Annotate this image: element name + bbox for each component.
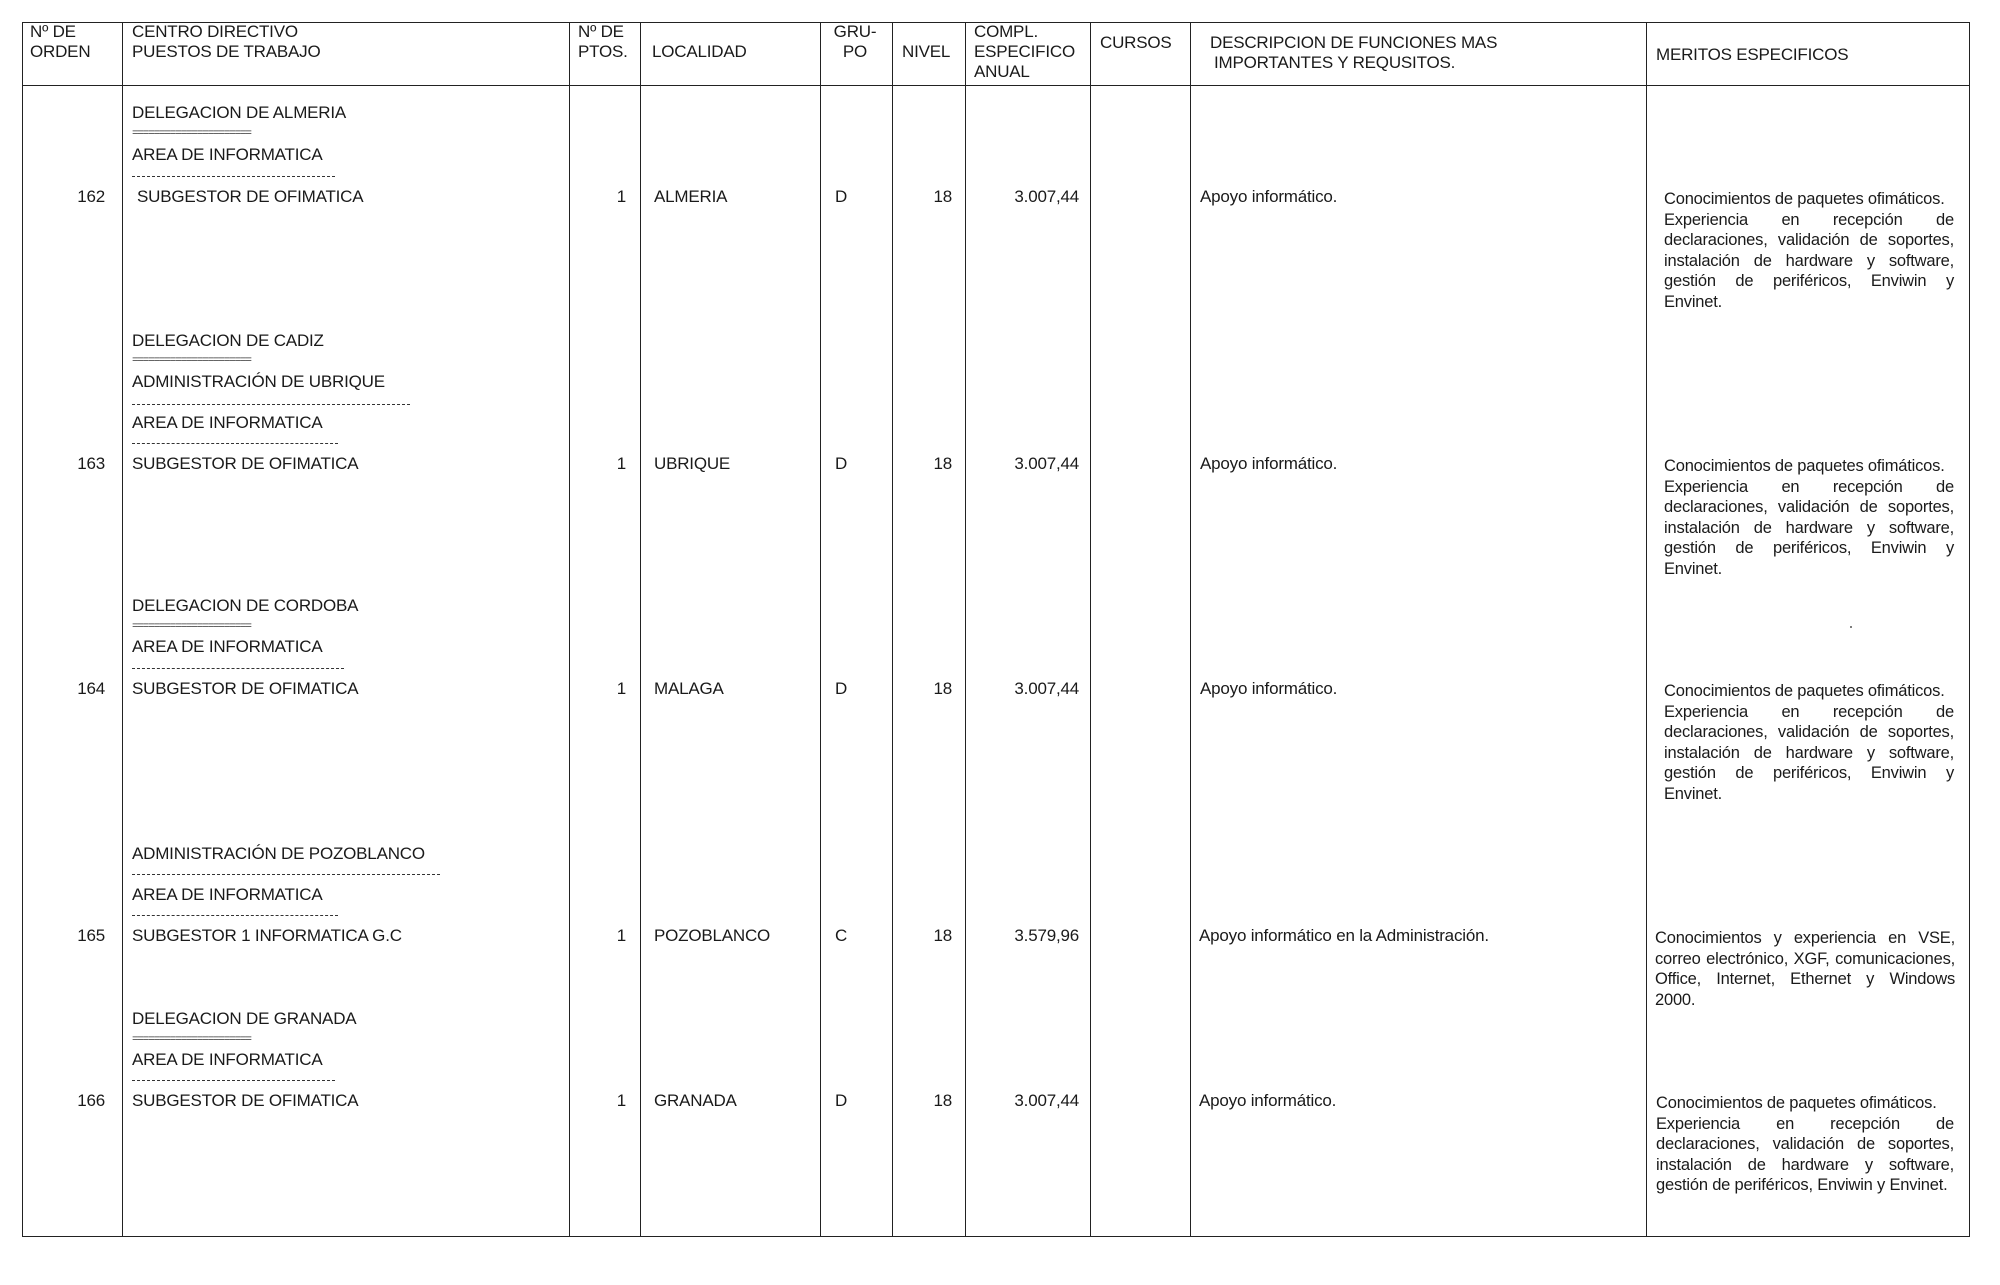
header-cursos: CURSOS [1100,33,1172,52]
localidad: UBRIQUE [654,454,731,473]
localidad: ALMERIA [654,187,728,206]
double-separator: ====================== [132,129,251,139]
ptos-count: 1 [616,926,626,945]
grupo: D [835,1091,848,1110]
meritos: Conocimientos y experiencia en VSE, correo electrónico, XGF, comunicaciones, Office, Internet, Ethernet y Windows 2000. [1655,929,1955,1009]
ptos-count: 1 [616,454,626,473]
header-nivel: NIVEL [902,42,951,61]
header-descripcion: DESCRIPCION DE FUNCIONES MAS IMPORTANTES Y REQUSITOS. [1210,33,1498,72]
section-heading: AREA DE INFORMATICA [132,885,323,904]
header-meritos: MERITOS ESPECIFICOS [1656,45,1849,64]
meritos: Conocimientos de paquetes ofimáticos. Experiencia en recepción de declaraciones, validación de soportes, instalación de hardware y software, gestión de periféricos, Enviwin y Envinet. [1664,190,1954,311]
nivel: 18 [933,1091,952,1110]
nivel: 18 [933,187,952,206]
compl-especifico: 3.007,44 [1014,679,1079,698]
compl-especifico: 3.007,44 [1014,1091,1079,1110]
section-heading: DELEGACION DE CORDOBA [132,596,359,615]
header-centro-directivo: CENTRO DIRECTIVO PUESTOS DE TRABAJO [132,22,321,61]
orden-number: 163 [77,454,105,473]
nivel: 18 [933,454,952,473]
descripcion: Apoyo informático. [1200,454,1338,473]
column-divider [892,22,893,1237]
nivel: 18 [933,926,952,945]
compl-especifico: 3.007,44 [1014,187,1079,206]
orden-number: 165 [77,926,105,945]
section-heading: DELEGACION DE GRANADA [132,1009,357,1028]
section-heading: AREA DE INFORMATICA [132,637,323,656]
column-divider [1646,22,1647,1237]
single-separator [132,874,440,875]
single-separator [132,1080,335,1081]
section-heading: DELEGACION DE CADIZ [132,331,324,350]
column-divider [820,22,821,1237]
puesto-title: SUBGESTOR DE OFIMATICA [132,454,359,473]
compl-especifico: 3.579,96 [1014,926,1079,945]
descripcion: Apoyo informático. [1200,679,1338,698]
header-ptos: Nº DE PTOS. [578,22,628,61]
column-divider [122,22,123,1237]
grupo: D [835,679,848,698]
column-divider [965,22,966,1237]
orden-number: 164 [77,679,105,698]
column-divider [1190,22,1191,1237]
column-divider [1090,22,1091,1237]
double-separator: ====================== [132,1035,251,1045]
header-grupo: GRU- PO [833,22,877,61]
ptos-count: 1 [616,679,626,698]
section-heading: AREA DE INFORMATICA [132,413,323,432]
puesto-title: SUBGESTOR DE OFIMATICA [137,187,364,206]
section-heading: DELEGACION DE ALMERIA [132,103,347,122]
meritos: Conocimientos de paquetes ofimáticos. Experiencia en recepción de declaraciones, validación de soportes, instalación de hardware y software, gestión de periféricos, Enviwin y Envinet. [1664,682,1954,803]
descripcion: Apoyo informático en la Administración. [1199,926,1489,945]
compl-especifico: 3.007,44 [1014,454,1079,473]
orden-number: 166 [77,1091,105,1110]
section-heading: ADMINISTRACIÓN DE POZOBLANCO [132,844,425,863]
grupo: D [835,187,848,206]
meritos: Conocimientos de paquetes ofimáticos. Experiencia en recepción de declaraciones, validación de soportes, instalación de hardware y software, gestión de periféricos, Enviwin y Envinet. [1656,1094,1954,1194]
single-separator [132,176,335,177]
puesto-title: SUBGESTOR DE OFIMATICA [132,679,359,698]
puesto-title: SUBGESTOR DE OFIMATICA [132,1091,359,1110]
scan-speck [1850,626,1852,628]
orden-number: 162 [77,187,105,206]
nivel: 18 [933,679,952,698]
meritos: Conocimientos de paquetes ofimáticos. Experiencia en recepción de declaraciones, validación de soportes, instalación de hardware y software, gestión de periféricos, Enviwin y Envinet. [1664,457,1954,578]
header-divider [22,85,1970,86]
localidad: MALAGA [654,679,724,698]
section-heading: ADMINISTRACIÓN DE UBRIQUE [132,372,385,391]
header-localidad: LOCALIDAD [652,42,747,61]
localidad: POZOBLANCO [654,926,771,945]
column-divider [569,22,570,1237]
header-orden: Nº DE ORDEN [30,22,91,61]
double-separator: ====================== [132,356,251,366]
puesto-title: SUBGESTOR 1 INFORMATICA G.C [132,926,402,945]
grupo: C [835,926,848,945]
ptos-count: 1 [616,187,626,206]
localidad: GRANADA [654,1091,737,1110]
single-separator [132,404,410,405]
single-separator [132,668,344,669]
single-separator [132,915,338,916]
grupo: D [835,454,848,473]
descripcion: Apoyo informático. [1199,1091,1337,1110]
section-heading: AREA DE INFORMATICA [132,145,323,164]
descripcion: Apoyo informático. [1200,187,1338,206]
ptos-count: 1 [616,1091,626,1110]
single-separator [132,443,338,444]
header-compl-especifico: COMPL. ESPECIFICO ANUAL [974,22,1075,81]
section-heading: AREA DE INFORMATICA [132,1050,323,1069]
column-divider [640,22,641,1237]
double-separator: ====================== [132,622,251,632]
